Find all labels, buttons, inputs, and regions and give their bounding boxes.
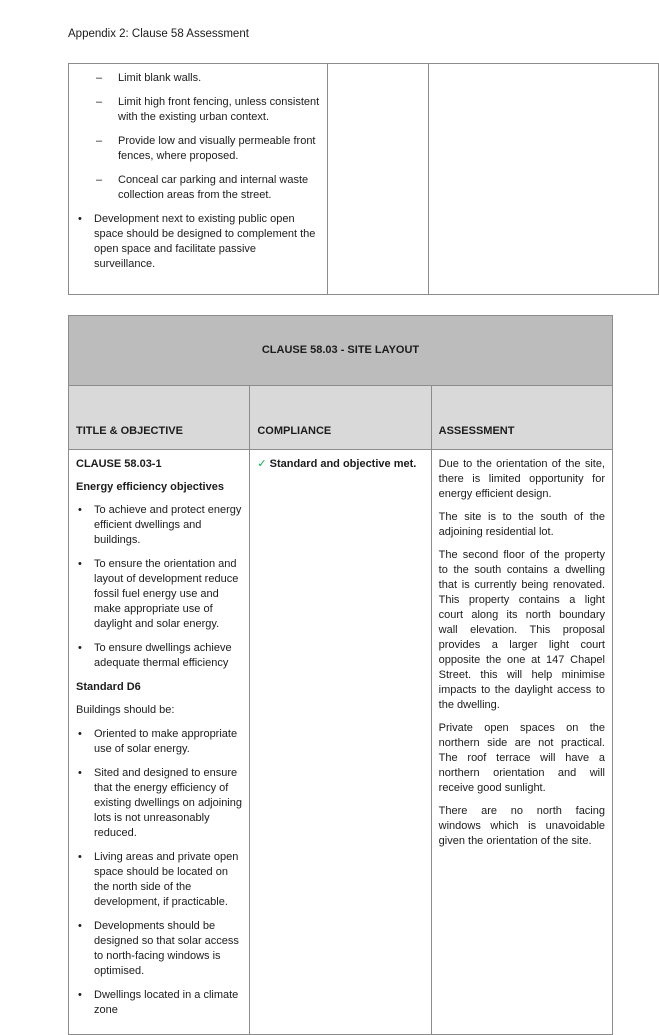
table-body-row <box>69 450 613 1035</box>
table-title-row <box>69 316 613 386</box>
list-item <box>76 212 320 272</box>
list-item-text: Dwellings located in a climate zone <box>94 989 239 1016</box>
clause-table <box>68 315 613 1035</box>
table-row <box>69 64 659 295</box>
list-item-text: Development next to existing public open space should be designed to complement the open space and facilitate passive surveillance. <box>94 213 316 270</box>
list-item-text: Limit high front fencing, unless consistent with the existing urban context. <box>118 96 320 123</box>
bullet-marker: • <box>78 504 82 516</box>
bullet-marker: • <box>78 767 82 779</box>
bullet-marker: • <box>78 213 82 225</box>
list-item-text: Developments should be designed so that solar access to north-facing windows is optimised. <box>94 920 239 977</box>
list-item <box>76 134 320 164</box>
standard-bullet-list <box>76 727 242 1018</box>
standard-heading: Standard D6 <box>76 681 141 693</box>
dash-marker: – <box>96 174 103 186</box>
check-icon: ✓ <box>257 458 267 470</box>
top-table-compliance-cell-empty <box>328 64 429 295</box>
list-item-text: Limit blank walls. <box>118 72 202 84</box>
bullet-marker: • <box>78 558 82 570</box>
list-item <box>76 557 242 632</box>
column-header-title-objective: TITLE & OBJECTIVE <box>69 386 250 450</box>
bullet-marker: • <box>78 851 82 863</box>
assessment-paragraph: There are no north facing windows which is unavoidable given the orientation of the site. <box>438 805 605 847</box>
list-item-text: To ensure dwellings achieve adequate thermal efficiency <box>94 642 232 669</box>
assessment-paragraph: The second floor of the property to the south contains a dwelling that is currently being renovated. This property contains a light court along its north boundary wall elevation. This proposal provides a larger light court opposite the one at 147 Chapel Street. this will help minimise impacts to the daylight access to the dwelling. <box>438 549 605 711</box>
title-objective-cell <box>69 450 250 1035</box>
list-item <box>76 850 242 910</box>
clause-subheading: Energy efficiency objectives <box>76 481 224 493</box>
compliance-cell <box>250 450 431 1035</box>
list-item-text: Conceal car parking and internal waste collection areas from the street. <box>118 174 309 201</box>
list-item <box>76 727 242 757</box>
top-table-objective-cell <box>69 64 328 295</box>
list-item <box>76 503 242 548</box>
document-content <box>68 28 613 1035</box>
dash-list <box>76 71 320 203</box>
column-header-assessment: ASSESSMENT <box>431 386 612 450</box>
assessment-paragraphs <box>439 457 605 849</box>
dash-marker: – <box>96 96 103 108</box>
bullet-marker: • <box>78 989 82 1001</box>
clause-table-title: CLAUSE 58.03 - SITE LAYOUT <box>69 316 613 386</box>
assessment-paragraph: The site is to the south of the adjoining residential lot. <box>438 511 605 538</box>
compliance-status <box>257 457 423 472</box>
compliance-label: Standard and objective met. <box>269 458 417 470</box>
list-item-text: Living areas and private open space should be located on the north side of the development, if practicable. <box>94 851 239 908</box>
assessment-paragraph: Private open spaces on the northern side are not practical. The roof terrace will have a northern orientation and will receive good sunlight. <box>438 722 605 794</box>
dash-marker: – <box>96 135 103 147</box>
bullet-marker: • <box>78 642 82 654</box>
objective-bullet-list <box>76 503 242 671</box>
top-table-assessment-cell-empty <box>429 64 659 295</box>
clause-heading: CLAUSE 58.03-1 <box>76 458 162 470</box>
page-title: Appendix 2: Clause 58 Assessment <box>68 28 249 40</box>
table-header-row <box>69 386 613 450</box>
list-item <box>76 766 242 841</box>
dash-marker: – <box>96 72 103 84</box>
list-item <box>76 71 320 86</box>
list-item <box>76 641 242 671</box>
list-item <box>76 95 320 125</box>
list-item-text: Sited and designed to ensure that the energy efficiency of existing dwellings on adjoining lots is not unreasonably reduced. <box>94 767 242 839</box>
assessment-cell <box>431 450 612 1035</box>
list-item <box>76 173 320 203</box>
list-item-text: Oriented to make appropriate use of solar energy. <box>94 728 238 755</box>
list-item <box>76 988 242 1018</box>
bullet-marker: • <box>78 920 82 932</box>
list-item-text: To ensure the orientation and layout of development reduce fossil fuel energy use and make appropriate use of daylight and solar energy. <box>94 558 239 630</box>
column-header-compliance: COMPLIANCE <box>250 386 431 450</box>
assessment-paragraph: Due to the orientation of the site, there is limited opportunity for energy efficient design. <box>438 458 605 500</box>
bullet-marker: • <box>78 728 82 740</box>
list-item-text: To achieve and protect energy efficient dwellings and buildings. <box>94 504 242 546</box>
list-item <box>76 919 242 979</box>
top-table <box>68 63 659 295</box>
bullet-list <box>76 212 320 272</box>
list-item-text: Provide low and visually permeable front fences, where proposed. <box>118 135 316 162</box>
standard-intro: Buildings should be: <box>76 704 175 716</box>
